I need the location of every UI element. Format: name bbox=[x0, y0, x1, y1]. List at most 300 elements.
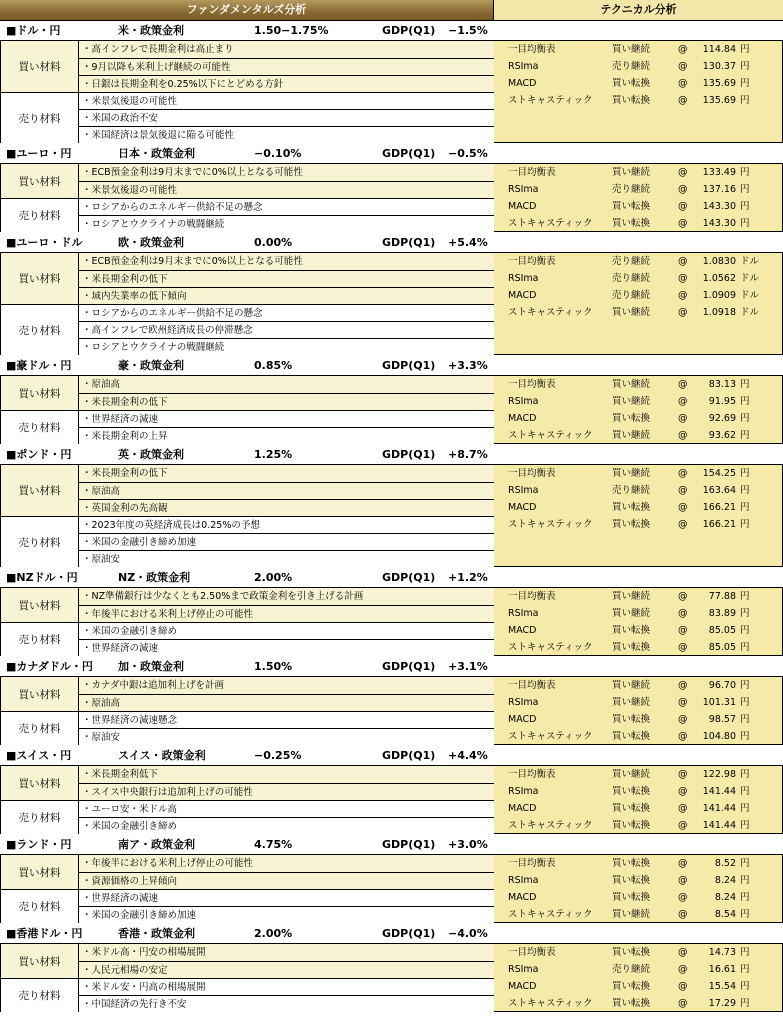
technical-row bbox=[494, 75, 783, 92]
gdp-value: +3.3% bbox=[448, 359, 488, 372]
sell-factors-label: 売り材料 bbox=[1, 800, 79, 834]
at-mark: @ bbox=[678, 430, 688, 441]
price-unit: 円 bbox=[740, 786, 750, 797]
at-mark: @ bbox=[678, 485, 688, 496]
price-unit: 円 bbox=[740, 998, 750, 1009]
at-mark: @ bbox=[678, 680, 688, 691]
sell-factor-item: ・米国経済は景気後退に陥る可能性 bbox=[79, 126, 494, 143]
technical-panel bbox=[494, 163, 783, 232]
sell-factor-item: ・米国の金融引き締め bbox=[79, 622, 494, 639]
technical-row bbox=[494, 995, 783, 1012]
technical-row bbox=[494, 800, 783, 817]
signal: 買い継続 bbox=[612, 307, 651, 318]
buy-factor-item: ・人民元相場の安定 bbox=[79, 961, 494, 978]
price-value: 98.57 bbox=[708, 714, 736, 725]
price-unit: 円 bbox=[740, 379, 750, 390]
policy-rate: 1.50−1.75% bbox=[254, 24, 329, 37]
sell-factor-item: ・ロシアとウクライナの戦闘継続 bbox=[79, 215, 494, 232]
technical-row bbox=[494, 944, 783, 961]
signal: 売り継続 bbox=[612, 964, 651, 975]
fundamental-rows bbox=[0, 464, 494, 567]
signal: 買い転換 bbox=[612, 519, 651, 530]
price-value: 14.73 bbox=[708, 947, 736, 958]
block-header bbox=[0, 233, 783, 252]
price-value: 16.61 bbox=[708, 964, 736, 975]
technical-row bbox=[494, 961, 783, 978]
price-unit: 円 bbox=[740, 78, 750, 89]
indicator-name: RSIma bbox=[508, 608, 539, 619]
sell-factors-label: 売り材料 bbox=[1, 410, 79, 444]
block-header bbox=[0, 924, 783, 943]
indicator-name: MACD bbox=[508, 290, 537, 301]
gdp-label: GDP(Q1) bbox=[382, 24, 436, 37]
sell-factors-label: 売り材料 bbox=[1, 978, 79, 1012]
technical-row bbox=[494, 164, 783, 181]
price-value: 133.49 bbox=[702, 167, 736, 178]
technical-row bbox=[494, 906, 783, 923]
technical-panel bbox=[494, 464, 783, 567]
price-value: 143.30 bbox=[702, 218, 736, 229]
at-mark: @ bbox=[678, 307, 688, 318]
policy-label: 英・政策金利 bbox=[118, 448, 184, 461]
currency-block bbox=[0, 445, 783, 568]
gdp-value: +3.1% bbox=[448, 660, 488, 673]
at-mark: @ bbox=[678, 981, 688, 992]
indicator-name: ストキャスティック bbox=[508, 430, 593, 441]
at-mark: @ bbox=[678, 964, 688, 975]
buy-factor-item: ・カナダ中銀は追加利上げを計画 bbox=[79, 677, 494, 694]
price-unit: 円 bbox=[740, 892, 750, 903]
indicator-name: MACD bbox=[508, 803, 537, 814]
signal: 買い転換 bbox=[612, 858, 651, 869]
sell-factor-item: ・米国の金融引き締め加速 bbox=[79, 906, 494, 923]
indicator-name: MACD bbox=[508, 625, 537, 636]
policy-label: 香港・政策金利 bbox=[118, 927, 195, 940]
indicator-name: ストキャスティック bbox=[508, 519, 593, 530]
at-mark: @ bbox=[678, 184, 688, 195]
policy-rate: 2.00% bbox=[254, 571, 293, 584]
indicator-name: MACD bbox=[508, 502, 537, 513]
sell-factor-item: ・米国の金融引き締め加速 bbox=[79, 533, 494, 550]
sell-factor-item: ・原油安 bbox=[79, 728, 494, 745]
price-value: 93.62 bbox=[708, 430, 736, 441]
signal: 買い継続 bbox=[612, 379, 651, 390]
at-mark: @ bbox=[678, 95, 688, 106]
technical-row bbox=[494, 694, 783, 711]
technical-row bbox=[494, 588, 783, 605]
price-unit: 円 bbox=[740, 519, 750, 530]
sell-factor-item: ・米ドル安・円高の相場展開 bbox=[79, 978, 494, 995]
indicator-name: 一目均衡表 bbox=[508, 591, 556, 602]
signal: 買い転換 bbox=[612, 803, 651, 814]
signal: 買い転換 bbox=[612, 998, 651, 1009]
at-mark: @ bbox=[678, 290, 688, 301]
signal: 買い転換 bbox=[612, 413, 651, 424]
price-unit: 円 bbox=[740, 858, 750, 869]
technical-row bbox=[494, 605, 783, 622]
signal: 買い継続 bbox=[612, 769, 651, 780]
at-mark: @ bbox=[678, 413, 688, 424]
currency-block bbox=[0, 657, 783, 746]
buy-factor-item: ・米長期金利の低下 bbox=[79, 270, 494, 287]
at-mark: @ bbox=[678, 608, 688, 619]
sell-factor-item: ・米景気後退の可能性 bbox=[79, 92, 494, 109]
signal: 買い転換 bbox=[612, 947, 651, 958]
gdp-label: GDP(Q1) bbox=[382, 927, 436, 940]
price-unit: 円 bbox=[740, 697, 750, 708]
price-value: 135.69 bbox=[702, 95, 736, 106]
currency-block bbox=[0, 233, 783, 356]
at-mark: @ bbox=[678, 820, 688, 831]
block-header bbox=[0, 144, 783, 163]
policy-label: 南ア・政策金利 bbox=[118, 838, 195, 851]
price-unit: 円 bbox=[740, 184, 750, 195]
gdp-label: GDP(Q1) bbox=[382, 838, 436, 851]
technical-row bbox=[494, 215, 783, 232]
price-value: 141.44 bbox=[702, 803, 736, 814]
signal: 売り継続 bbox=[612, 273, 651, 284]
signal: 買い継続 bbox=[612, 680, 651, 691]
price-unit: 円 bbox=[740, 981, 750, 992]
sell-factors-label: 売り材料 bbox=[1, 516, 79, 567]
technical-row bbox=[494, 287, 783, 304]
buy-factors-label: 買い材料 bbox=[1, 588, 79, 622]
indicator-name: RSIma bbox=[508, 273, 539, 284]
price-value: 143.30 bbox=[702, 201, 736, 212]
block-header bbox=[0, 356, 783, 375]
technical-row bbox=[494, 376, 783, 393]
buy-factor-item: ・年後半における米利上げ停止の可能性 bbox=[79, 855, 494, 872]
indicator-name: 一目均衡表 bbox=[508, 680, 556, 691]
gdp-label: GDP(Q1) bbox=[382, 448, 436, 461]
signal: 買い転換 bbox=[612, 892, 651, 903]
technical-panel bbox=[494, 40, 783, 143]
price-value: 15.54 bbox=[708, 981, 736, 992]
price-value: 85.05 bbox=[708, 625, 736, 636]
buy-factor-item: ・9月以降も米利上げ継続の可能性 bbox=[79, 58, 494, 75]
price-value: 1.0909 bbox=[702, 290, 736, 301]
signal: 売り継続 bbox=[612, 485, 651, 496]
technical-row bbox=[494, 766, 783, 783]
sell-factor-item: ・米長期金利の上昇 bbox=[79, 427, 494, 444]
pair-name: ■ランド・円 bbox=[6, 838, 72, 851]
policy-rate: 0.85% bbox=[254, 359, 293, 372]
sell-factor-item: ・ユーロ安・米ドル高 bbox=[79, 800, 494, 817]
policy-rate: 1.25% bbox=[254, 448, 293, 461]
indicator-name: 一目均衡表 bbox=[508, 468, 556, 479]
gdp-label: GDP(Q1) bbox=[382, 571, 436, 584]
gdp-value: +5.4% bbox=[448, 236, 488, 249]
price-value: 166.21 bbox=[702, 519, 736, 530]
indicator-name: RSIma bbox=[508, 396, 539, 407]
at-mark: @ bbox=[678, 201, 688, 212]
technical-row bbox=[494, 92, 783, 109]
price-value: 77.88 bbox=[708, 591, 736, 602]
currency-block bbox=[0, 835, 783, 924]
price-unit: 円 bbox=[740, 625, 750, 636]
price-value: 1.0830 bbox=[702, 256, 736, 267]
price-value: 114.84 bbox=[702, 44, 736, 55]
price-value: 104.80 bbox=[702, 731, 736, 742]
signal: 買い転換 bbox=[612, 502, 651, 513]
policy-label: NZ・政策金利 bbox=[118, 571, 191, 584]
price-unit: 円 bbox=[740, 468, 750, 479]
sell-factor-item: ・世界経済の減速 bbox=[79, 639, 494, 656]
price-value: 91.95 bbox=[708, 396, 736, 407]
signal: 買い転換 bbox=[612, 218, 651, 229]
buy-factor-item: ・米ドル高・円安の相場展開 bbox=[79, 944, 494, 961]
sell-factor-item: ・高インフレで欧州経済成長の停滞懸念 bbox=[79, 321, 494, 338]
technical-header: テクニカル分析 bbox=[494, 0, 783, 20]
block-header bbox=[0, 657, 783, 676]
at-mark: @ bbox=[678, 947, 688, 958]
fundamental-header: ファンダメンタルズ分析 bbox=[0, 0, 494, 20]
at-mark: @ bbox=[678, 714, 688, 725]
buy-factor-item: ・米長期金利の低下 bbox=[79, 393, 494, 410]
at-mark: @ bbox=[678, 786, 688, 797]
technical-row bbox=[494, 253, 783, 270]
price-unit: 円 bbox=[740, 608, 750, 619]
gdp-label: GDP(Q1) bbox=[382, 660, 436, 673]
price-value: 135.69 bbox=[702, 78, 736, 89]
indicator-name: MACD bbox=[508, 892, 537, 903]
price-value: 83.89 bbox=[708, 608, 736, 619]
currency-block bbox=[0, 356, 783, 445]
price-value: 137.16 bbox=[702, 184, 736, 195]
sell-factor-item: ・ロシアからのエネルギー供給不足の懸念 bbox=[79, 304, 494, 321]
price-value: 122.98 bbox=[702, 769, 736, 780]
price-value: 163.64 bbox=[702, 485, 736, 496]
buy-factor-item: ・ECB預金金利は9月末までに0%以上となる可能性 bbox=[79, 253, 494, 270]
buy-factors-label: 買い材料 bbox=[1, 677, 79, 711]
block-header bbox=[0, 21, 783, 40]
sell-factor-item: ・原油安 bbox=[79, 550, 494, 567]
price-unit: ドル bbox=[740, 290, 760, 301]
indicator-name: 一目均衡表 bbox=[508, 44, 556, 55]
indicator-name: ストキャスティック bbox=[508, 642, 593, 653]
buy-factor-item: ・域内失業率の低下傾向 bbox=[79, 287, 494, 304]
at-mark: @ bbox=[678, 256, 688, 267]
technical-panel bbox=[494, 765, 783, 834]
gdp-value: −4.0% bbox=[448, 927, 488, 940]
price-value: 96.70 bbox=[708, 680, 736, 691]
report-header bbox=[0, 0, 783, 21]
gdp-value: −1.5% bbox=[448, 24, 488, 37]
price-value: 17.29 bbox=[708, 998, 736, 1009]
fundamental-rows bbox=[0, 676, 494, 745]
price-unit: 円 bbox=[740, 769, 750, 780]
technical-row bbox=[494, 304, 783, 321]
at-mark: @ bbox=[678, 218, 688, 229]
indicator-name: ストキャスティック bbox=[508, 998, 593, 1009]
signal: 買い転換 bbox=[612, 625, 651, 636]
technical-row bbox=[494, 872, 783, 889]
technical-row bbox=[494, 499, 783, 516]
block-header bbox=[0, 746, 783, 765]
signal: 買い転換 bbox=[612, 875, 651, 886]
at-mark: @ bbox=[678, 396, 688, 407]
signal: 買い転換 bbox=[612, 201, 651, 212]
price-unit: 円 bbox=[740, 430, 750, 441]
technical-row bbox=[494, 711, 783, 728]
at-mark: @ bbox=[678, 892, 688, 903]
indicator-name: ストキャスティック bbox=[508, 307, 593, 318]
price-value: 92.69 bbox=[708, 413, 736, 424]
price-unit: 円 bbox=[740, 413, 750, 424]
sell-factor-item: ・米国の政治不安 bbox=[79, 109, 494, 126]
sell-factors-label: 売り材料 bbox=[1, 622, 79, 656]
price-unit: 円 bbox=[740, 502, 750, 513]
technical-row bbox=[494, 855, 783, 872]
technical-row bbox=[494, 817, 783, 834]
sell-factor-item: ・中国経済の先行き不安 bbox=[79, 995, 494, 1012]
signal: 買い継続 bbox=[612, 167, 651, 178]
technical-row bbox=[494, 482, 783, 499]
price-value: 83.13 bbox=[708, 379, 736, 390]
price-unit: ドル bbox=[740, 273, 760, 284]
at-mark: @ bbox=[678, 44, 688, 55]
gdp-value: +3.0% bbox=[448, 838, 488, 851]
signal: 買い転換 bbox=[612, 95, 651, 106]
indicator-name: 一目均衡表 bbox=[508, 858, 556, 869]
technical-row bbox=[494, 181, 783, 198]
price-unit: ドル bbox=[740, 256, 760, 267]
sell-factor-item: ・米国の金融引き締め bbox=[79, 817, 494, 834]
price-value: 141.44 bbox=[702, 786, 736, 797]
price-value: 8.24 bbox=[714, 875, 736, 886]
signal: 買い転換 bbox=[612, 981, 651, 992]
price-value: 85.05 bbox=[708, 642, 736, 653]
price-unit: 円 bbox=[740, 731, 750, 742]
price-unit: 円 bbox=[740, 44, 750, 55]
sell-factor-item: ・世界経済の減速 bbox=[79, 410, 494, 427]
signal: 売り継続 bbox=[612, 290, 651, 301]
policy-rate: 2.00% bbox=[254, 927, 293, 940]
pair-name: ■NZドル・円 bbox=[6, 571, 78, 584]
signal: 売り継続 bbox=[612, 61, 651, 72]
technical-row bbox=[494, 270, 783, 287]
block-header bbox=[0, 568, 783, 587]
gdp-value: +8.7% bbox=[448, 448, 488, 461]
technical-panel bbox=[494, 676, 783, 745]
technical-row bbox=[494, 978, 783, 995]
sell-factors-label: 売り材料 bbox=[1, 92, 79, 143]
block-header bbox=[0, 445, 783, 464]
price-unit: 円 bbox=[740, 803, 750, 814]
sell-factor-item: ・ロシアからのエネルギー供給不足の懸念 bbox=[79, 198, 494, 215]
buy-factors-label: 買い材料 bbox=[1, 164, 79, 198]
signal: 買い継続 bbox=[612, 396, 651, 407]
at-mark: @ bbox=[678, 625, 688, 636]
indicator-name: RSIma bbox=[508, 875, 539, 886]
price-value: 8.24 bbox=[714, 892, 736, 903]
at-mark: @ bbox=[678, 858, 688, 869]
pair-name: ■ユーロ・円 bbox=[6, 147, 72, 160]
at-mark: @ bbox=[678, 697, 688, 708]
buy-factor-item: ・ECB預金金利は9月末までに0%以上となる可能性 bbox=[79, 164, 494, 181]
technical-row bbox=[494, 427, 783, 444]
fundamental-rows bbox=[0, 854, 494, 923]
sell-factors-label: 売り材料 bbox=[1, 711, 79, 745]
indicator-name: ストキャスティック bbox=[508, 909, 593, 920]
policy-label: 欧・政策金利 bbox=[118, 236, 184, 249]
signal: 買い継続 bbox=[612, 608, 651, 619]
pair-name: ■カナダドル・円 bbox=[6, 660, 93, 673]
at-mark: @ bbox=[678, 769, 688, 780]
buy-factor-item: ・スイス中央銀行は追加利上げの可能性 bbox=[79, 783, 494, 800]
technical-row bbox=[494, 465, 783, 482]
technical-row bbox=[494, 410, 783, 427]
at-mark: @ bbox=[678, 731, 688, 742]
technical-panel bbox=[494, 375, 783, 444]
indicator-name: MACD bbox=[508, 413, 537, 424]
sell-factor-item: ・2023年度の英経済成長は0.25%の予想 bbox=[79, 516, 494, 533]
gdp-label: GDP(Q1) bbox=[382, 236, 436, 249]
fundamental-rows bbox=[0, 587, 494, 656]
gdp-value: −0.5% bbox=[448, 147, 488, 160]
policy-rate: −0.25% bbox=[254, 749, 302, 762]
buy-factors-label: 買い材料 bbox=[1, 766, 79, 800]
price-unit: 円 bbox=[740, 714, 750, 725]
at-mark: @ bbox=[678, 998, 688, 1009]
pair-name: ■ドル・円 bbox=[6, 24, 61, 37]
indicator-name: 一目均衡表 bbox=[508, 167, 556, 178]
at-mark: @ bbox=[678, 909, 688, 920]
indicator-name: RSIma bbox=[508, 485, 539, 496]
buy-factors-label: 買い材料 bbox=[1, 944, 79, 978]
price-unit: 円 bbox=[740, 875, 750, 886]
price-value: 1.0562 bbox=[702, 273, 736, 284]
buy-factor-item: ・NZ準備銀行は少なくとも2.50%まで政策金利を引き上げる計画 bbox=[79, 588, 494, 605]
technical-panel bbox=[494, 854, 783, 923]
signal: 買い転換 bbox=[612, 642, 651, 653]
signal: 買い転換 bbox=[612, 714, 651, 725]
fundamental-rows bbox=[0, 163, 494, 232]
indicator-name: ストキャスティック bbox=[508, 218, 593, 229]
at-mark: @ bbox=[678, 803, 688, 814]
price-value: 166.21 bbox=[702, 502, 736, 513]
policy-label: 加・政策金利 bbox=[118, 660, 184, 673]
signal: 買い転換 bbox=[612, 820, 651, 831]
price-value: 154.25 bbox=[702, 468, 736, 479]
policy-label: スイス・政策金利 bbox=[118, 749, 206, 762]
sell-factor-item: ・世界経済の減速 bbox=[79, 889, 494, 906]
price-unit: 円 bbox=[740, 396, 750, 407]
price-value: 8.52 bbox=[714, 858, 736, 869]
price-unit: 円 bbox=[740, 820, 750, 831]
price-unit: 円 bbox=[740, 909, 750, 920]
signal: 買い継続 bbox=[612, 591, 651, 602]
buy-factors-label: 買い材料 bbox=[1, 41, 79, 92]
technical-row bbox=[494, 639, 783, 656]
at-mark: @ bbox=[678, 167, 688, 178]
signal: 売り継続 bbox=[612, 184, 651, 195]
signal: 買い転換 bbox=[612, 731, 651, 742]
price-value: 8.54 bbox=[714, 909, 736, 920]
price-unit: 円 bbox=[740, 947, 750, 958]
currency-block bbox=[0, 21, 783, 144]
price-value: 130.37 bbox=[702, 61, 736, 72]
indicator-name: 一目均衡表 bbox=[508, 947, 556, 958]
technical-row bbox=[494, 889, 783, 906]
gdp-label: GDP(Q1) bbox=[382, 359, 436, 372]
policy-rate: −0.10% bbox=[254, 147, 302, 160]
indicator-name: MACD bbox=[508, 78, 537, 89]
policy-rate: 0.00% bbox=[254, 236, 293, 249]
signal: 買い継続 bbox=[612, 430, 651, 441]
technical-row bbox=[494, 393, 783, 410]
buy-factors-label: 買い材料 bbox=[1, 855, 79, 889]
